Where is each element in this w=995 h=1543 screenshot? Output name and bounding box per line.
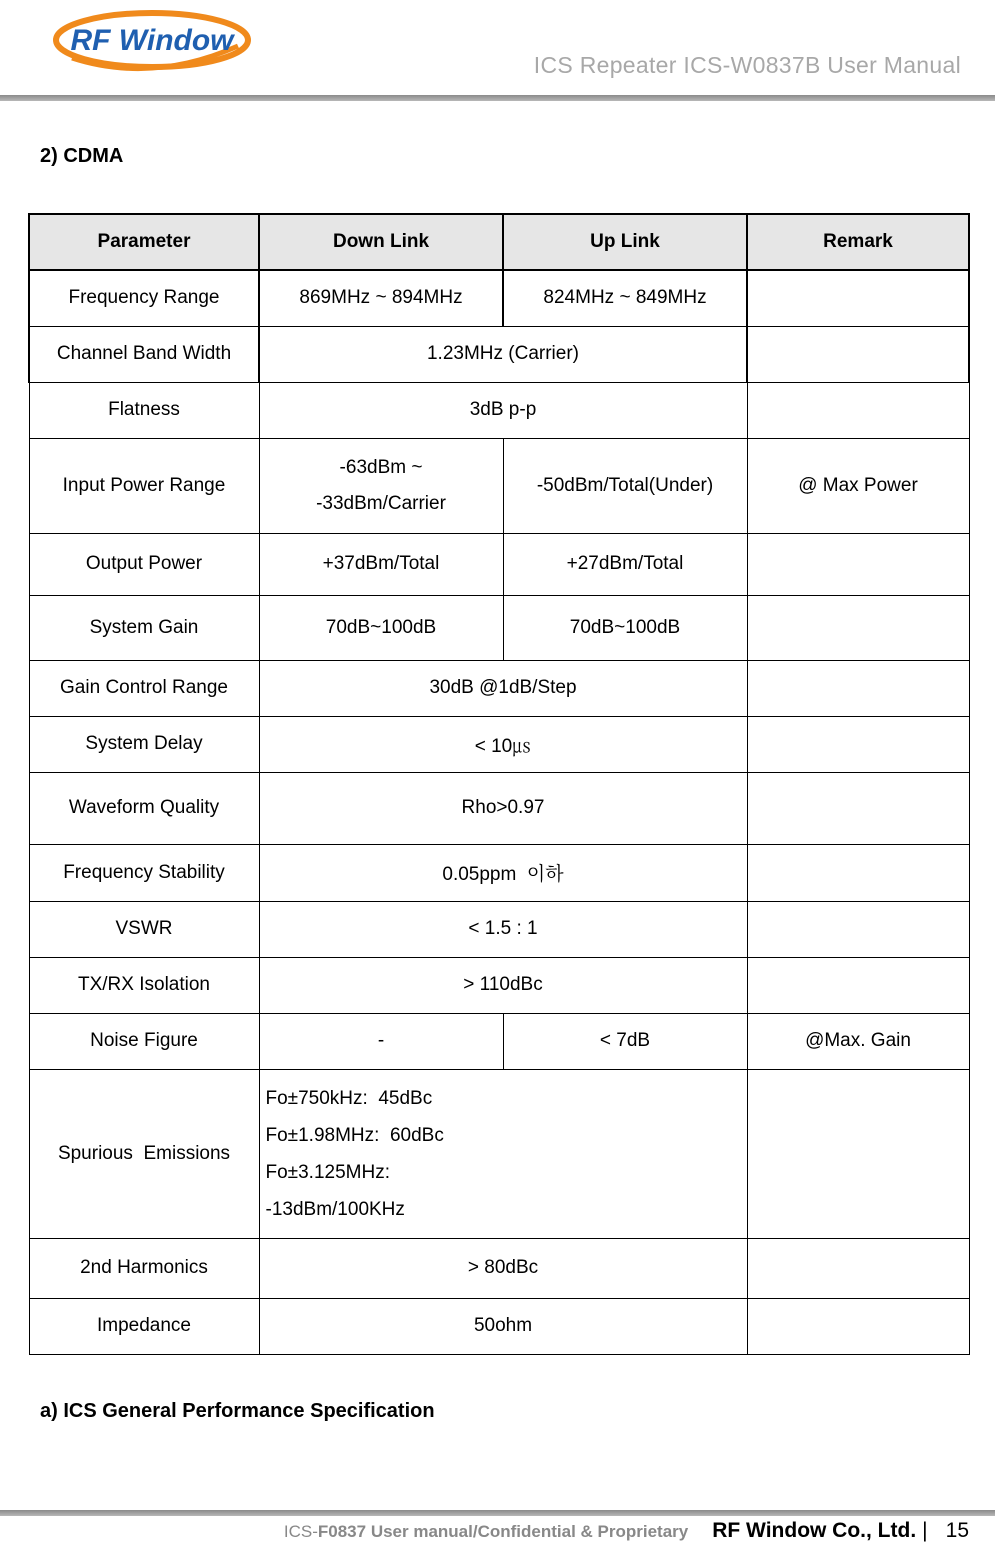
table-row: [29, 1013, 969, 1069]
param-cell: Frequency Range: [29, 270, 259, 326]
up-cell: 70dB~100dB: [503, 595, 747, 660]
footer-divider: [0, 1510, 995, 1516]
logo-text: RF Window: [70, 24, 234, 57]
param-cell: Noise Figure: [29, 1013, 259, 1069]
value-cell: 3dB p-p: [259, 382, 747, 438]
section-title: 2) CDMA: [40, 145, 124, 167]
param-cell: Spurious Emissions: [29, 1069, 259, 1238]
up-cell: 824MHz ~ 849MHz: [503, 270, 747, 326]
param-cell: Flatness: [29, 382, 259, 438]
spurious-line-2: Fo±1.98MHz: 60dBc: [265, 1124, 444, 1146]
remark-cell: [747, 382, 969, 438]
col-header-up-link: Up Link: [503, 214, 747, 270]
down-cell: +37dBm/Total: [259, 533, 503, 595]
param-cell: Input Power Range: [29, 438, 259, 533]
up-cell: -50dBm/Total(Under): [503, 438, 747, 533]
down-line-1: -63dBm ~: [339, 456, 423, 478]
value-cell: 0.05ppm 이하: [259, 844, 747, 901]
up-cell: < 7dB: [503, 1013, 747, 1069]
table-header-row: [29, 214, 969, 270]
document-title: ICS Repeater ICS-W0837B User Manual: [533, 52, 961, 78]
value-cell: [259, 1069, 747, 1238]
param-cell: Channel Band Width: [29, 326, 259, 382]
footer-separator: |: [922, 1519, 928, 1542]
down-cell: 70dB~100dB: [259, 595, 503, 660]
param-cell: VSWR: [29, 901, 259, 957]
value-cell: < 10㎲: [259, 716, 747, 772]
footer-doc-text: F0837 User manual/Confidential & Proprietary: [317, 1522, 689, 1541]
remark-cell: [747, 533, 969, 595]
up-cell: +27dBm/Total: [503, 533, 747, 595]
remark-cell: [747, 957, 969, 1013]
param-cell: TX/RX Isolation: [29, 957, 259, 1013]
table-row: [29, 1069, 969, 1238]
table-row: [29, 901, 969, 957]
param-cell: Output Power: [29, 533, 259, 595]
remark-cell: [747, 1238, 969, 1298]
remark-cell: @Max. Gain: [747, 1013, 969, 1069]
rf-window-logo: [52, 6, 252, 78]
param-cell: Impedance: [29, 1298, 259, 1354]
table-row: [29, 533, 969, 595]
remark-cell: [747, 270, 969, 326]
cdma-spec-table: [28, 213, 970, 1355]
value-cell: > 110dBc: [259, 957, 747, 1013]
param-cell: Waveform Quality: [29, 772, 259, 844]
down-line-2: -33dBm/Carrier: [316, 492, 446, 514]
remark-cell: [747, 1298, 969, 1354]
param-cell: Frequency Stability: [29, 844, 259, 901]
table-row: [29, 660, 969, 716]
down-cell: [259, 438, 503, 533]
remark-cell: [747, 660, 969, 716]
spurious-line-1: Fo±750kHz: 45dBc: [265, 1087, 433, 1109]
value-cell: > 80dBc: [259, 1238, 747, 1298]
header-divider: [0, 95, 995, 101]
table-row: [29, 716, 969, 772]
remark-cell: [747, 1069, 969, 1238]
spurious-line-4: -13dBm/100KHz: [265, 1198, 405, 1220]
table-row: [29, 382, 969, 438]
col-header-parameter: Parameter: [29, 214, 259, 270]
remark-cell: [747, 716, 969, 772]
value-cell: 30dB @1dB/Step: [259, 660, 747, 716]
table-row: [29, 844, 969, 901]
table-row: [29, 957, 969, 1013]
value-cell: 50ohm: [259, 1298, 747, 1354]
remark-cell: [747, 326, 969, 382]
spurious-line-3: Fo±3.125MHz:: [265, 1161, 390, 1183]
col-header-down-link: Down Link: [259, 214, 503, 270]
table-row: [29, 595, 969, 660]
down-cell: 869MHz ~ 894MHz: [259, 270, 503, 326]
param-cell: System Delay: [29, 716, 259, 772]
value-cell: < 1.5 : 1: [259, 901, 747, 957]
table-row: [29, 438, 969, 533]
value-cell: 1.23MHz (Carrier): [259, 326, 747, 382]
footer-doc-prefix: ICS-: [283, 1522, 318, 1541]
down-cell: -: [259, 1013, 503, 1069]
remark-cell: [747, 595, 969, 660]
subsection-title: a) ICS General Performance Specification: [40, 1400, 435, 1422]
remark-cell: [747, 772, 969, 844]
value-cell: Rho>0.97: [259, 772, 747, 844]
param-cell: Gain Control Range: [29, 660, 259, 716]
table-row: [29, 270, 969, 326]
param-cell: 2nd Harmonics: [29, 1238, 259, 1298]
table-row: [29, 1298, 969, 1354]
table-row: [29, 326, 969, 382]
param-cell: System Gain: [29, 595, 259, 660]
footer-company: RF Window Co., Ltd.: [712, 1519, 917, 1542]
remark-cell: [747, 901, 969, 957]
remark-cell: [747, 844, 969, 901]
remark-cell: @ Max Power: [747, 438, 969, 533]
page-number: 15: [945, 1519, 969, 1542]
col-header-remark: Remark: [747, 214, 969, 270]
page-footer: [284, 1519, 969, 1543]
table-row: [29, 1238, 969, 1298]
table-row: [29, 772, 969, 844]
footer-doc-ref: [284, 1522, 688, 1542]
